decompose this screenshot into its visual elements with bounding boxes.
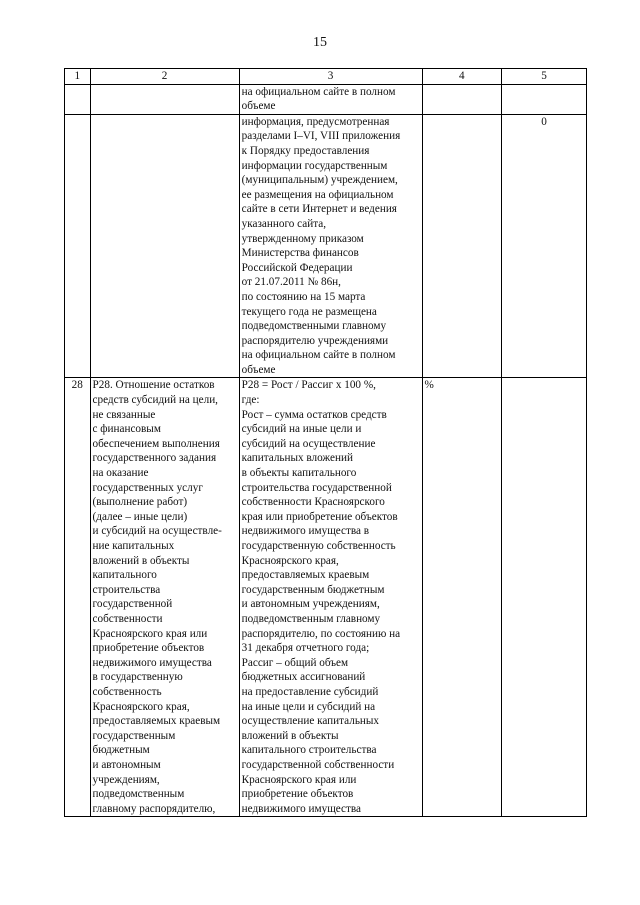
text-line: вложений в объекты bbox=[241, 729, 339, 742]
text-line: ее размещения на официальном bbox=[241, 188, 394, 201]
text-line: вложений в объекты bbox=[92, 554, 190, 567]
text-line: предоставляемых краевым bbox=[241, 569, 370, 582]
text-line: по состоянию на 15 марта bbox=[241, 290, 366, 303]
text-line: распорядителю учреждениями bbox=[241, 334, 389, 347]
row-number-cell bbox=[65, 84, 91, 114]
table-row bbox=[65, 378, 587, 817]
text-line: собственности Красноярского bbox=[241, 496, 385, 509]
text-line: недвижимого имущества в bbox=[241, 525, 370, 538]
text-line: Российской Федерации bbox=[241, 261, 353, 274]
column-header: 3 bbox=[239, 69, 422, 85]
text-line: указанного сайта, bbox=[241, 217, 326, 230]
text-line: строительства bbox=[92, 583, 161, 596]
text-line: на оказание bbox=[92, 467, 149, 480]
formula-cell bbox=[239, 378, 422, 817]
text-line: предоставляемых краевым bbox=[92, 715, 221, 728]
text-line: собственности bbox=[92, 612, 163, 625]
text-line: подведомственным главному bbox=[241, 612, 381, 625]
text-line: объеме bbox=[241, 100, 276, 113]
text-line: государственных услуг bbox=[92, 481, 203, 494]
text-line: в государственную bbox=[92, 671, 183, 684]
text-line: строительства государственной bbox=[241, 481, 392, 494]
text-line: информации государственным bbox=[241, 159, 388, 172]
unit-cell bbox=[422, 84, 502, 114]
text-line: Красноярского края, bbox=[241, 554, 339, 567]
indicator-table bbox=[64, 68, 587, 817]
text-line: где: bbox=[241, 394, 260, 407]
table-row bbox=[65, 114, 587, 378]
column-header: 5 bbox=[502, 69, 587, 85]
page-number: 15 bbox=[313, 35, 327, 50]
text-line: и субсидий на осуществле- bbox=[92, 525, 222, 538]
text-line: капитального bbox=[92, 569, 157, 582]
text-line: распорядителю, по состоянию на bbox=[241, 627, 401, 640]
text-line: с финансовым bbox=[92, 423, 161, 436]
text-line: не связанные bbox=[92, 408, 156, 421]
indicator-name-cell bbox=[90, 378, 239, 817]
text-line: Рост – сумма остатков средств bbox=[241, 408, 387, 421]
text-line: Красноярского края или bbox=[241, 773, 357, 786]
column-header: 4 bbox=[422, 69, 502, 85]
text-line: на предоставление субсидий bbox=[241, 685, 379, 698]
text-line: субсидий на осуществление bbox=[241, 437, 376, 450]
column-header: 1 bbox=[65, 69, 91, 85]
text-line: Министерства финансов bbox=[241, 247, 359, 260]
text-line: сайте в сети Интернет и ведения bbox=[241, 203, 397, 216]
text-line: Р28 = Рост / Рассиг х 100 %, bbox=[241, 379, 376, 392]
table-header-row bbox=[65, 69, 587, 85]
text-line: (выполнение работ) bbox=[92, 496, 188, 509]
formula-cell bbox=[239, 114, 422, 378]
text-line: учреждениям, bbox=[92, 773, 160, 786]
text-line: края или приобретение объектов bbox=[241, 510, 398, 523]
text-line: собственность bbox=[92, 685, 162, 698]
text-line: текущего года не размещена bbox=[241, 305, 377, 318]
text-line: (муниципальным) учреждением, bbox=[241, 174, 398, 187]
text-line: в объекты капитального bbox=[241, 467, 357, 480]
text-line: на иные цели и субсидий на bbox=[241, 700, 376, 713]
text-line: государственным bbox=[92, 729, 176, 742]
text-line: 31 декабря отчетного года; bbox=[241, 642, 370, 655]
score-cell: 0 bbox=[502, 114, 587, 378]
text-line: разделами I–VI, VIII приложения bbox=[241, 130, 401, 143]
text-line: государственной bbox=[92, 598, 173, 611]
text-line: капитального строительства bbox=[241, 744, 377, 757]
text-line: Красноярского края или bbox=[92, 627, 208, 640]
text-line: Р28. Отношение остатков bbox=[92, 379, 215, 392]
text-line: к Порядку предоставления bbox=[241, 144, 370, 157]
indicator-name-cell bbox=[90, 114, 239, 378]
text-line: субсидий на иные цели и bbox=[241, 423, 362, 436]
text-line: на официальном сайте в полном bbox=[241, 85, 396, 98]
text-line: ние капитальных bbox=[92, 540, 175, 552]
text-line: подведомственными главному bbox=[241, 320, 387, 333]
text-line: (далее – иные цели) bbox=[92, 510, 188, 523]
indicator-name-cell bbox=[90, 84, 239, 114]
column-header: 2 bbox=[90, 69, 239, 85]
text-line: на официальном сайте в полном bbox=[241, 349, 396, 362]
text-line: от 21.07.2011 № 86н, bbox=[241, 276, 341, 289]
text-line: приобретение объектов bbox=[241, 788, 354, 801]
text-line: и автономным bbox=[92, 758, 161, 771]
formula-cell bbox=[239, 84, 422, 114]
text-line: бюджетных ассигнований bbox=[241, 671, 366, 684]
text-line: подведомственным bbox=[92, 788, 185, 801]
text-line: государственного задания bbox=[92, 452, 217, 465]
text-line: недвижимого имущества bbox=[92, 656, 212, 669]
score-cell bbox=[502, 84, 587, 114]
text-line: осуществление капитальных bbox=[241, 715, 380, 728]
unit-cell bbox=[422, 114, 502, 378]
text-line: государственную собственность bbox=[241, 540, 396, 552]
text-line: информация, предусмотренная bbox=[241, 115, 390, 128]
text-line: обеспечением выполнения bbox=[92, 437, 220, 450]
text-line: главному распорядителю, bbox=[92, 802, 216, 815]
text-line: Рассиг – общий объем bbox=[241, 656, 349, 669]
text-line: объеме bbox=[241, 363, 276, 376]
text-line: капитальных вложений bbox=[241, 452, 353, 465]
unit-cell: % bbox=[422, 378, 502, 817]
text-line: государственным бюджетным bbox=[241, 583, 385, 596]
text-line: средств субсидий на цели, bbox=[92, 394, 218, 407]
row-number-cell bbox=[65, 114, 91, 378]
row-number-cell: 28 bbox=[65, 378, 91, 817]
text-line: Красноярского края, bbox=[92, 700, 190, 713]
text-line: и автономным учреждениям, bbox=[241, 598, 380, 611]
text-line: приобретение объектов bbox=[92, 642, 205, 655]
table-row bbox=[65, 84, 587, 114]
text-line: недвижимого имущества bbox=[241, 802, 362, 815]
text-line: бюджетным bbox=[92, 744, 150, 757]
text-line: утвержденному приказом bbox=[241, 232, 364, 245]
text-line: государственной собственности bbox=[241, 758, 395, 771]
score-cell bbox=[502, 378, 587, 817]
